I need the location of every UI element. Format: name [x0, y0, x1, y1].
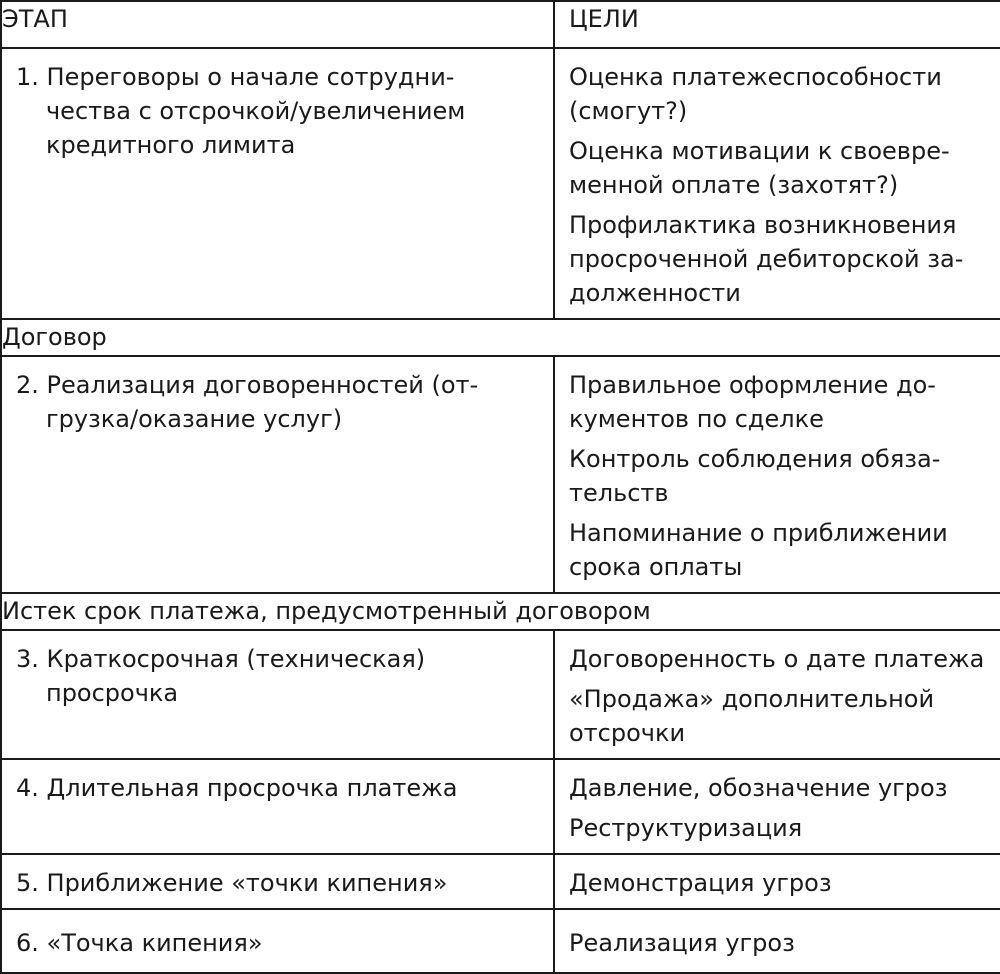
goal-line: Профилактика возникновения	[569, 211, 957, 239]
goal-item	[569, 368, 988, 436]
goal-line: Демонстрация угроз	[569, 869, 832, 897]
goal-item	[569, 682, 988, 750]
stage-line: 1. Переговоры о начале сотрудни-	[16, 63, 455, 91]
table-body	[1, 48, 1000, 973]
section-label: Истек срок платежа, предусмотренный договором	[1, 593, 1000, 630]
goal-line: Оценка мотивации к своевре-	[569, 137, 950, 165]
stage-line: 6. «Точка кипения»	[16, 929, 263, 957]
stage-text	[2, 357, 553, 444]
goal-line: кументов по сделке	[569, 405, 824, 433]
table-row	[1, 909, 1000, 973]
stage-line: грузка/оказание услуг)	[46, 405, 343, 433]
goal-item	[569, 134, 988, 202]
stage-line: чества с отсрочкой/увеличением	[46, 97, 466, 125]
stage-text	[2, 910, 553, 968]
stage-cell	[1, 356, 554, 593]
goals-cell	[554, 909, 1000, 973]
stage-text	[2, 49, 553, 170]
stage-line: кредитного лимита	[46, 131, 296, 159]
stage-cell	[1, 759, 554, 854]
goal-line: тельств	[569, 479, 669, 507]
goals-cell	[554, 48, 1000, 319]
stage-text	[2, 855, 553, 908]
stage-cell	[1, 630, 554, 759]
stage-line: 4. Длительная просрочка платежа	[16, 774, 458, 802]
goal-item	[569, 771, 988, 805]
goals-cell	[554, 356, 1000, 593]
goal-line: (смогут?)	[569, 97, 688, 125]
table-row	[1, 854, 1000, 909]
goal-line: отсрочки	[569, 719, 686, 747]
stage-cell	[1, 909, 554, 973]
goal-line: долженности	[569, 279, 741, 307]
goals-cell	[554, 854, 1000, 909]
goal-item	[569, 866, 988, 900]
goal-line: Реструктуризация	[569, 814, 803, 842]
table-row	[1, 630, 1000, 759]
goal-item	[569, 60, 988, 128]
goal-line: менной оплате (захотят?)	[569, 171, 899, 199]
section-label: Договор	[1, 319, 1000, 356]
stage-text	[2, 760, 553, 813]
stage-line: 2. Реализация договоренностей (от-	[16, 371, 479, 399]
goal-line: Оценка платежеспособности	[569, 63, 942, 91]
goals-cell	[554, 630, 1000, 759]
goal-line: Правильное оформление до-	[569, 371, 936, 399]
goal-item	[569, 442, 988, 510]
goal-item	[569, 811, 988, 845]
stage-text	[2, 631, 553, 718]
goal-line: Договоренность о дате платежа	[569, 645, 985, 673]
goal-line: срока оплаты	[569, 553, 743, 581]
header-goals: ЦЕЛИ	[554, 1, 1000, 48]
stage-line: просрочка	[46, 679, 179, 707]
stage-line: 5. Приближение «точки кипения»	[16, 869, 448, 897]
goal-line: Напоминание о приближении	[569, 519, 948, 547]
goal-line: «Продажа» дополнительной	[569, 685, 935, 713]
section-row	[1, 593, 1000, 630]
table-row	[1, 356, 1000, 593]
goal-line: Реализация угроз	[569, 929, 795, 957]
table-header-row	[1, 1, 1000, 48]
goal-item	[569, 208, 988, 310]
goal-line: просроченной дебиторской за-	[569, 245, 964, 273]
table-row	[1, 759, 1000, 854]
stage-cell	[1, 854, 554, 909]
header-stage: ЭТАП	[1, 1, 554, 48]
stage-line: 3. Краткосрочная (техническая)	[16, 645, 426, 673]
goal-item	[569, 516, 988, 584]
goals-cell	[554, 759, 1000, 854]
goal-line: Контроль соблюдения обяза-	[569, 445, 941, 473]
goal-item	[569, 642, 988, 676]
goal-line: Давление, обозначение угроз	[569, 774, 948, 802]
goal-item	[569, 926, 988, 960]
stage-cell	[1, 48, 554, 319]
section-row	[1, 319, 1000, 356]
table-row	[1, 48, 1000, 319]
